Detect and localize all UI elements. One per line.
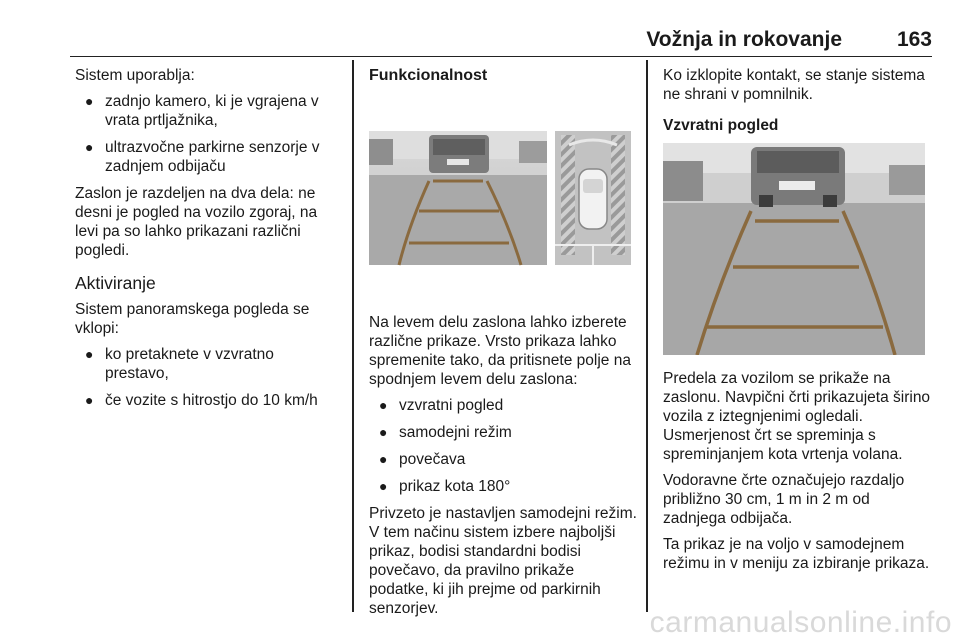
column-divider-left: [352, 60, 354, 612]
column-2: [369, 66, 637, 625]
bullet-icon: ●: [379, 397, 388, 413]
section-title-aktiviranje: Aktiviranje: [75, 273, 156, 293]
section-title-vzvratni-pogled: Vzvratni pogled: [663, 117, 779, 134]
list-item: ● prikaz kota 180°: [379, 478, 511, 495]
watermark: carmanualsonline.info: [649, 606, 952, 639]
intro-text: Sistem uporablja:: [75, 67, 195, 84]
list-item: ● povečava: [379, 451, 466, 468]
rear-view-camera-illustration: [663, 143, 925, 355]
bullet-icon: ●: [379, 451, 388, 467]
availability-note: Ta prikaz je na voljo v samodejnem režimu in v meniju za izbiranje prikaza.: [663, 536, 930, 572]
activation-text: Sistem panoramskega pogleda se vklopi:: [75, 301, 310, 337]
page-number: 163: [896, 28, 932, 51]
list-item: ● ultrazvočne parkirne senzorje v zadnjem odbijaču: [85, 139, 320, 175]
activation-list: [75, 345, 340, 410]
camera-split-view-illustration: [369, 95, 631, 303]
column-1: [75, 66, 340, 418]
list-item: ● če vozite s hitrostjo do 10 km/h: [85, 392, 318, 409]
bullet-icon: ●: [85, 346, 94, 362]
auto-mode-description: Privzeto je nastavljen samodejni režim. V tem načinu sistem izbere najboljši prikaz, bodisi standardni bodisi povečavo, da pravilno prikaže podatke, ki jih prejme od parkirnih senzorjev.: [369, 505, 637, 617]
intro-list: [75, 92, 340, 176]
view-description: Na levem delu zaslona lahko izberete različne prikaze. Vrsto prikaza lahko spremenite tako, da pritisnete polje na spodnjem levem delu zaslona:: [369, 314, 631, 388]
list-item: ● vzvratni pogled: [379, 397, 504, 414]
ignition-note: Ko izklopite kontakt, se stanje sistema ne shrani v pomnilnik.: [663, 67, 925, 103]
view-list: [369, 396, 637, 496]
rear-view-description: Predela za vozilom se prikaže na zaslonu. Navpični črti prikazujeta širino vozila z iztegnjenimi ogledali. Usmerjenost črt se spreminja s spreminjanjem kota vrtenja volana.: [663, 370, 931, 463]
page-header: [70, 22, 932, 57]
bullet-icon: ●: [379, 478, 388, 494]
column-3: [663, 66, 935, 580]
rear-view-camera-figure: [663, 143, 925, 355]
page-title: Vožnja in rokovanje: [646, 28, 842, 51]
list-item: ● ko pretaknete v vzvratno prestavo,: [85, 346, 274, 382]
bullet-icon: ●: [85, 139, 94, 155]
bullet-icon: ●: [85, 93, 94, 109]
distance-lines-description: Vodoravne črte označujejo razdaljo približno 30 cm, 1 m in 2 m od zadnjega odbijača.: [663, 472, 905, 527]
camera-split-view-figure: [369, 95, 631, 303]
list-item: ● zadnjo kamero, ki je vgrajena v vrata prtljažnika,: [85, 93, 319, 129]
bullet-icon: ●: [379, 424, 388, 440]
screen-description: Zaslon je razdeljen na dva dela: ne desni je pogled na vozilo zgoraj, na levi pa so lahko prikazani različni pogledi.: [75, 185, 318, 259]
section-title-funkcionalnost: Funkcionalnost: [369, 67, 488, 84]
column-divider-right: [646, 60, 648, 612]
bullet-icon: ●: [85, 392, 94, 408]
list-item: ● samodejni režim: [379, 424, 512, 441]
